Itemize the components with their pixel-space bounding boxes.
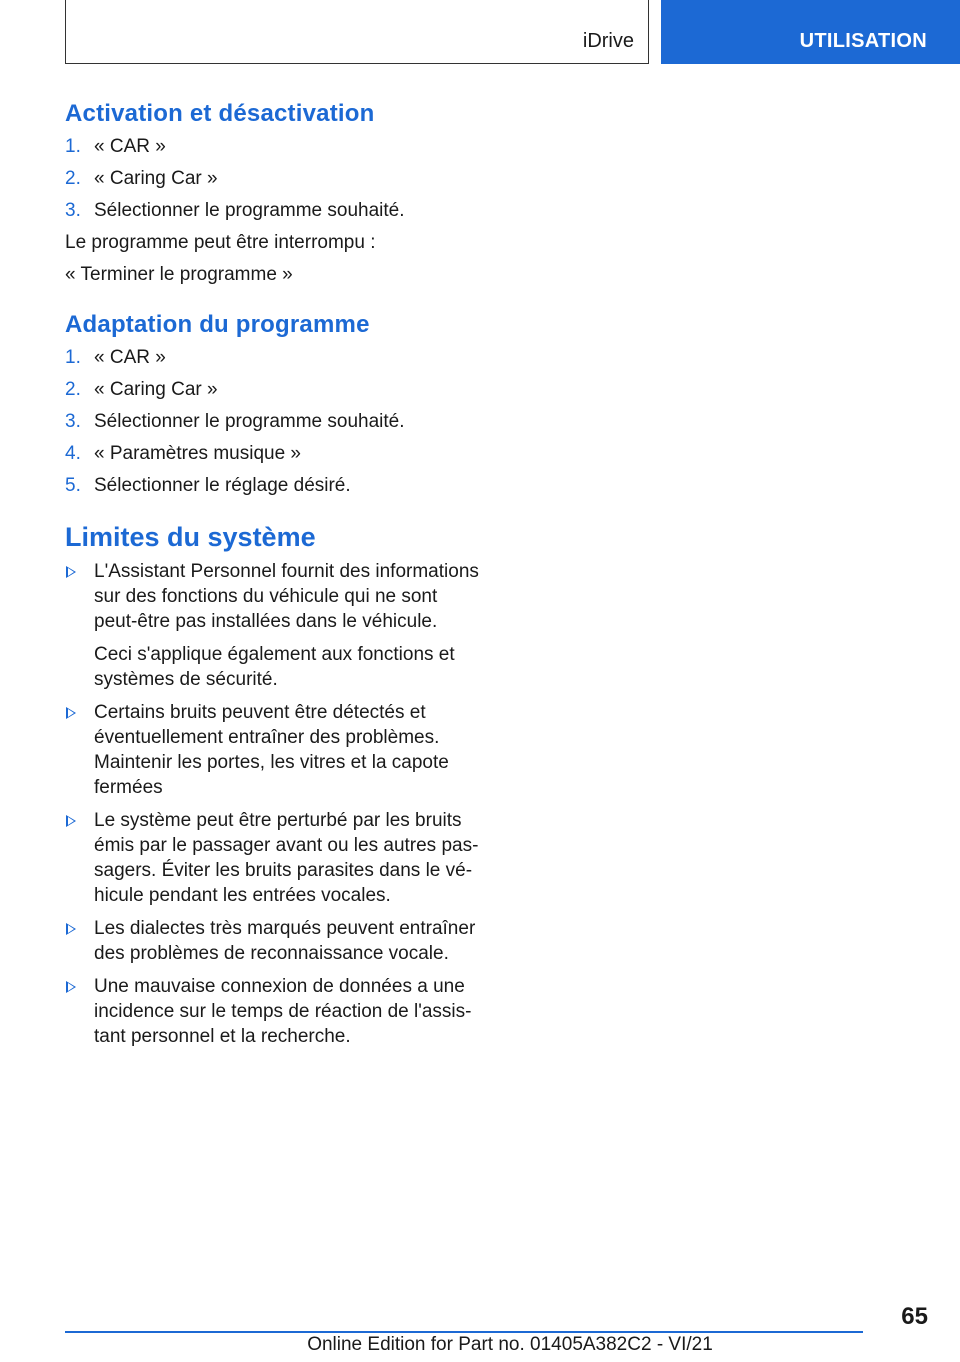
triangle-bullet-icon (66, 923, 76, 935)
page-number: 65 (901, 1303, 928, 1330)
bullet-text: Les dialectes très marqués peuvent entraîner des problèmes de reconnaissance vocale. (94, 918, 476, 964)
step-text: « Caring Car » (94, 168, 218, 189)
header-chapter-tab (661, 0, 960, 64)
step-text: « CAR » (94, 136, 166, 157)
heading-adaptation: Adaptation du programme (65, 311, 370, 338)
bullet-text: Une mauvaise connexion de données a une incidence sur le temps de réaction de l'assistant personnel et la recherche. (94, 976, 472, 1047)
header-chapter-label: UTILISATION (799, 30, 927, 52)
list-item (65, 559, 480, 692)
heading-limits: Limites du système (65, 522, 316, 552)
step-text: « Caring Car » (94, 379, 218, 400)
step-number: 1. (65, 347, 81, 368)
header-section-label: iDrive (582, 30, 634, 52)
step-text: « Paramètres musique » (94, 443, 301, 464)
step-number: 2. (65, 168, 81, 189)
list-item (65, 700, 480, 800)
step-number: 3. (65, 411, 81, 432)
triangle-bullet-icon (66, 707, 76, 719)
list-item (65, 441, 480, 466)
list-item (65, 808, 480, 908)
step-number: 4. (65, 443, 81, 464)
step-text: « CAR » (94, 347, 166, 368)
list-item (65, 345, 480, 370)
header-section-box (65, 0, 649, 64)
footer-edition: Online Edition for Part no. 01405A382C2 - VI/21 (307, 1334, 713, 1355)
bullet-text: Le système peut être perturbé par les bruits émis par le passager avant ou les autres passagers. Éviter les bruits parasites dans le véhicule pendant les entrées vocales. (94, 810, 479, 906)
bullet-text: Certains bruits peuvent être détectés et éventuellement entraîner des problèmes. Maintenir les portes, les vitres et la capote fermées (94, 702, 449, 798)
list-item (65, 377, 480, 402)
paragraph-interrupt: Le programme peut être interrompu : (65, 232, 376, 253)
list-item (65, 916, 480, 966)
step-text: Sélectionner le programme souhaité. (94, 200, 405, 221)
list-item (65, 473, 480, 498)
footer-divider (65, 1331, 863, 1333)
paragraph-terminate: « Terminer le programme » (65, 264, 293, 285)
list-item (65, 134, 480, 159)
step-text: Sélectionner le réglage désiré. (94, 475, 351, 496)
list-item (65, 974, 480, 1049)
step-number: 3. (65, 200, 81, 221)
page-content (65, 100, 480, 1057)
list-item (65, 409, 480, 434)
triangle-bullet-icon (66, 981, 76, 993)
triangle-bullet-icon (66, 815, 76, 827)
step-number: 1. (65, 136, 81, 157)
list-item (65, 198, 480, 223)
triangle-bullet-icon (66, 566, 76, 578)
step-text: Sélectionner le programme souhaité. (94, 411, 405, 432)
step-number: 2. (65, 379, 81, 400)
bullet-text: L'Assistant Personnel fournit des informations sur des fonctions du véhicule qui ne sont peut-être pas installées dans le véhicule. (94, 561, 479, 632)
list-item (65, 166, 480, 191)
heading-activation: Activation et désactivation (65, 100, 375, 127)
bullet-extra-text: Ceci s'applique également aux fonctions et systèmes de sécurité. (94, 644, 455, 690)
step-number: 5. (65, 475, 81, 496)
